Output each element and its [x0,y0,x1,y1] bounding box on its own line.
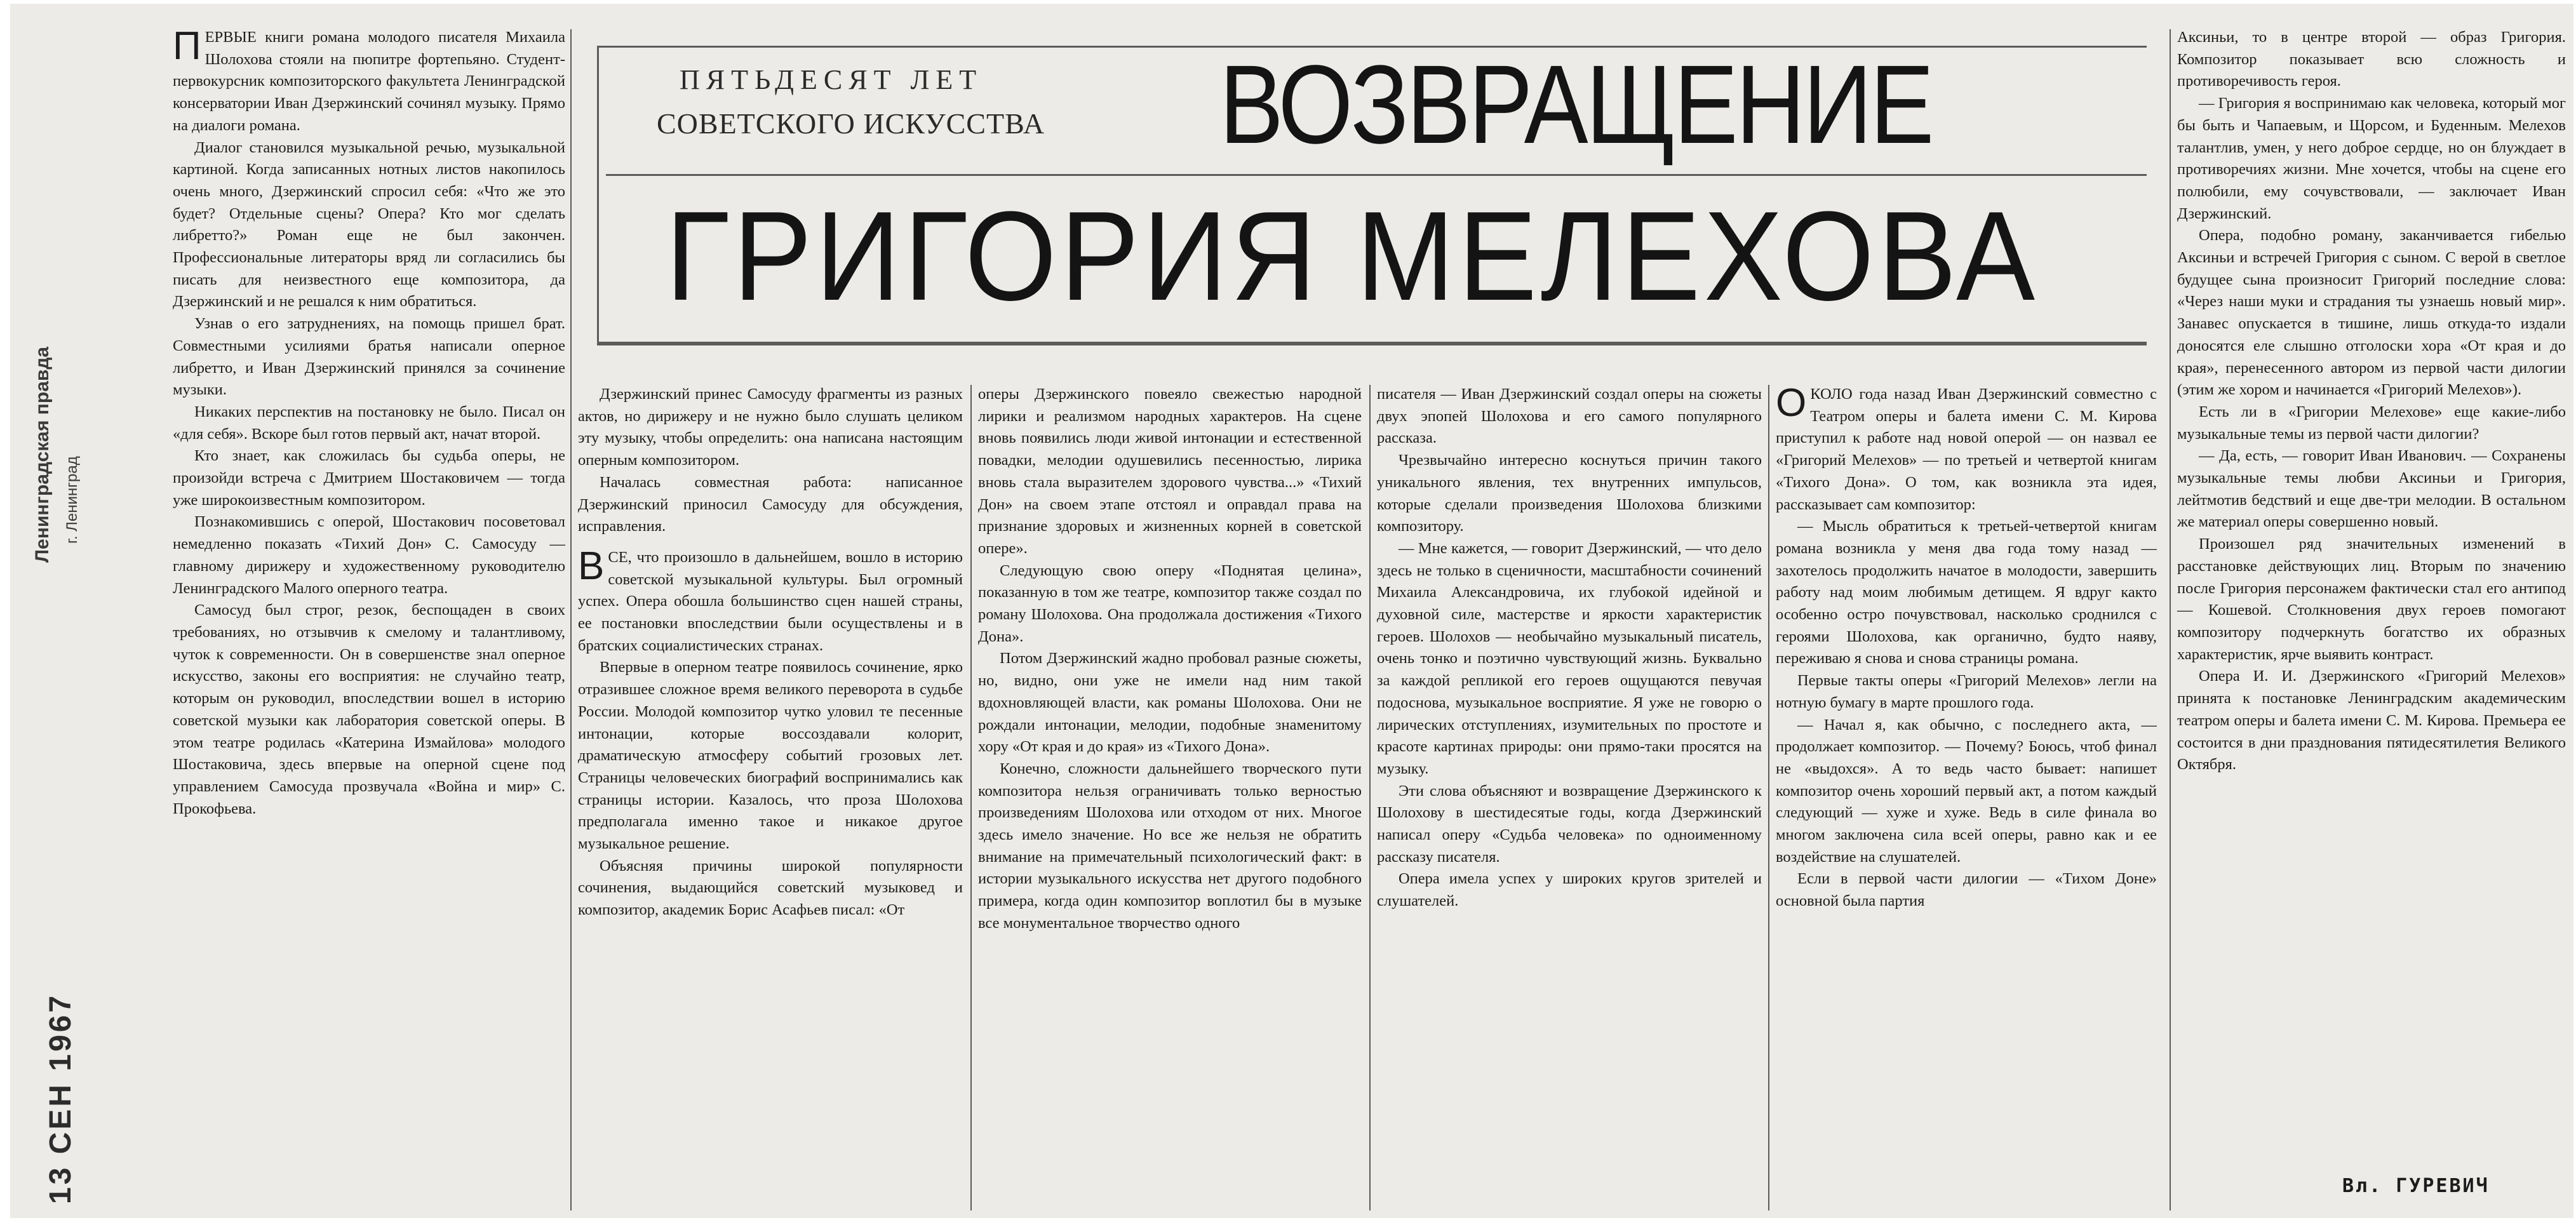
headline-rule-left [597,46,599,344]
paragraph: Произошел ряд значительных изменений в расстановке действующих лиц. Вторым по значению после Григория персонажем фактически стал его антипод — Кошевой. Столкновения двух героев помогают композитору подчеркнуть богатство их образных характеристик, ярче выявить контраст. [2177,535,2566,663]
paragraph: — Да, есть, — говорит Иван Иванович. — Сохранены музыкальные темы любви Аксиньи и Григория, лейтмотив бедствий и еще две-три мелодии. В остальном же материал оперы совершенно новый. [2177,447,2566,531]
paragraph: Первые такты оперы «Григорий Мелехов» легли на нотную бумагу в марте прошлого года. [1776,672,2157,711]
column-rule [970,385,972,1210]
rubric-line-1: ПЯТЬДЕСЯТ ЛЕТ [680,64,983,95]
headline-line-2: ГРИГОРИЯ МЕЛЕХОВА [666,185,2039,327]
column-rule [2170,29,2171,1210]
paragraph: писателя — Иван Дзержинский создал оперы на сюжеты двух эпопей Шолохова и его самого популярного рассказа. [1377,385,1762,447]
paragraph: Кто знает, как сложилась бы судьба оперы, не произойди встреча с Дмитрием Шостаковичем — тогда уже широкоизвестным композитором. [173,447,565,509]
headline-line-1: ВОЗВРАЩЕНИЕ [1219,43,1932,167]
paragraph: Следующую свою оперу «Поднятая целина», показанную в том же театре, композитор также создал по роману Шолохова. Она продолжала достижения «Тихого Дона». [978,561,1362,645]
column-rule [1369,385,1371,1210]
paragraph: Чрезвычайно интересно коснуться причин такого уникального явления, тех внутренних импульсов, которые сделали произведения Шолохова близкими композитору. [1377,452,1762,535]
paragraph: Опера, подобно роману, заканчивается гибелью Аксиньи и встречей Григория с сыном. С верой в светлое будущее сына произносит Григорий последние слова: «Через наши муки и страдания ты узнаешь новый мир». Занавес опускается в тишине, лишь откуда-то издали доносятся еле слышно отголоски хора «От края и до края», перенесенного автором из первой части дилогии (этим же хором и начинается «Григорий Мелехов»). [2177,227,2566,399]
paragraph: Началась совместная работа: написанное Дзержинский приносил Самосуду для обсуждения, исправления. [578,473,963,535]
article-column-3 [978,384,1362,1209]
paragraph: Никаких перспектив на постановку не было. Писал он «для себя». Вскоре был готов первый акт, начат второй. [173,403,565,443]
article-column-6 [2177,27,2566,1170]
paragraph: Опера И. И. Дзержинского «Григорий Мелехов» принята к постановке Ленинградским академическим театром оперы и балета имени С. М. Кирова. Премьера ее состоится в дни празднования пятидесятилетия Великого Октября. [2177,667,2566,774]
library-stamp-date: 13 СЕН 1967 [44,993,77,1204]
paragraph: Аксиньи, то в центре второй — образ Григория. Композитор показывает всю сложность и противоречивость героя. [2177,29,2566,90]
paragraph: Опера имела успех у широких кругов зрителей и слушателей. [1377,870,1762,910]
dropcap: В [578,544,605,588]
rubric-line-2: СОВЕТСКОГО ИСКУССТВА [657,107,1045,140]
library-stamp-newspaper: Ленинградская правда [32,346,53,563]
paragraph: Если в первой части дилогии — «Тихом Доне» основной была партия [1776,870,2157,910]
dropcap: О [1776,384,1807,425]
headline-rule-middle [606,174,2147,176]
paragraph: оперы Дзержинского повеяло свежестью народной лирики и реализмом народных характеров. На сцене вновь появились люди живой интонации и естественной повадки, мелодии одушевились песенностью, лирика вновь стала выразителем здорового чувства...» «Тихий Дон» на своем этапе отстоял и оправдал права на признание здоровых и жизненных корней в советской опере». [978,385,1362,557]
article-column-5 [1776,384,2157,1209]
newspaper-clipping [10,4,2573,1218]
paragraph-lead: ПЕРВЫЕ книги романа молодого писателя Михаила Шолохова стояли на пюпитре фортепьяно. Студент-первокурсник композиторского факультета Ленинградской консерватории Иван Дзержинский сочинял музыку. Прямо на диалоги романа. [173,27,565,134]
paragraph-section: ВСЕ, что произошло в дальнейшем, вошло в историю советской музыкальной культуры. Был огромный успех. Опера обошла большинство сцен нашей страны, ее постановки впоследствии были осуществлены и в братских социалистических странах. [578,544,963,654]
column-rule [1768,385,1769,1210]
article-column-1 [173,27,565,1208]
headline-block [597,41,2147,348]
paragraph: Объясняя причины широкой популярности сочинения, выдающийся советский музыковед и композитор, академик Борис Асафьев писал: «От [578,857,963,919]
headline-rule-bottom [597,342,2147,345]
article-column-2 [578,384,963,1209]
library-stamp-city: г. Ленинград [64,456,81,544]
paragraph: Потом Дзержинский жадно пробовал разные сюжеты, но, видно, они уже не имели над ним такой вдохновляющей власти, как романы Шолохова. Они не рождали интонации, мелодии, подобные знаменитому хору «От края и до края» из «Тихого Дона». [978,650,1362,756]
paragraph-section: ОКОЛО года назад Иван Дзержинский совместно с Театром оперы и балета имени С. М. Кирова приступил к работе над новой оперой — он назвал ее «Григорий Мелехов» — по третьей и четвертой книгам «Тихого Дона». О том, как возникла эта идея, рассказывает сам композитор: [1776,384,2157,513]
paragraph: Познакомившись с оперой, Шостакович посоветовал немедленно показать «Тихий Дон» С. Самосуду — главному дирижеру и художественному руководителю Ленинградского Малого оперного театра. [173,513,565,597]
article-column-4 [1377,384,1762,1209]
paragraph: — Мысль обратиться к третьей-четвертой книгам романа возникла у меня два года тому назад — захотелось продолжить начатое в молодости, завершить работу над моим любимым детищем. Я вдруг както особенно остро почувствовал, насколько сроднился с героями Шолохова, как органично, будто наяву, переживаю я снова и снова страницы романа. [1776,518,2157,667]
paragraph: Конечно, сложности дальнейшего творческого пути композитора нельзя ограничивать только верностью произведениям Шолохова или отходом от них. Многое здесь имело значение. Но все же нельзя не обратить внимание на примечательный психологический факт: в истории музыкального искусства нет другого подобного примера, когда один композитор воплотил бы в музыке все монументальное творчество одного [978,760,1362,932]
paragraph: Эти слова объясняют и возвращение Дзержинского к Шолохову в шестидесятые годы, когда Дзержинский написал оперу «Судьба человека» по одноименному рассказу писателя. [1377,782,1762,866]
paragraph: Впервые в оперном театре появилось сочинение, ярко отразившее сложное время великого переворота в судьбе России. Молодой композитор чутко уловил те песенные интонации, которые воссоздавали колорит, драматическую атмосферу событий грозовых лет. Страницы человеческих биографий воспринимались как страницы истории. Казалось, что проза Шолохова предполагала именно такое и никакое другое музыкальное решение. [578,659,963,853]
paragraph: — Григория я воспринимаю как человека, который мог бы быть и Чапаевым, и Щорсом, и Буденным. Мелехов талантлив, умен, у него доброе сердце, но он блуждает в противоречиях жизни. Мне хочется, чтобы на сцене его полюбили, ему сочувствовали, — заключает Иван Дзержинский. [2177,95,2566,222]
paragraph: — Начал я, как обычно, с последнего акта, — продолжает композитор. — Почему? Боюсь, чтоб финал не «выдохся». А то ведь часто бывает: напишет композитор очень хороший первый акт, а потом каждый следующий — хуже и хуже. Ведь в силе финала во многом заключена сила всей оперы, равно как и ее воздействие на слушателей. [1776,716,2157,866]
paragraph: Диалог становился музыкальной речью, музыкальной картиной. Когда записанных нотных листов накопилось очень много, Дзержинский спросил себя: «Что же это будет? Отдельные сцены? Опера? Кто мог сделать либретто?» Роман еще не был закончен. Профессиональные литераторы вряд ли согласились бы писать для неизвестного еще композитора, да Дзержинский и не решался к ним обратиться. [173,138,565,311]
paragraph: Узнав о его затруднениях, на помощь пришел брат. Совместными усилиями братья написали оперное либретто, и Иван Дзержинский принялся за сочинение музыки. [173,315,565,399]
column-rule [570,29,572,1210]
author-signature: Вл. ГУРЕВИЧ [2342,1175,2490,1197]
paragraph: — Мне кажется, — говорит Дзержинский, — что дело здесь не только в сценичности, масштабности сочинений Михаила Александровича, их глубокой идейной и духовной силе, мастерстве и яркости характеристик героев. Шолохов — необычайно музыкальный писатель, очень тонко и поэтично чувствующий жизнь. Буквально за каждой репликой его героев ощущаются певучая подосновa, музыкальное восприятие. Я уже не говорю о лирических отступлениях, изумительных по простоте и красоте картинах природы: они прямо-таки просятся на музыку. [1377,539,1762,777]
paragraph: Самосуд был строг, резок, беспощаден в своих требованиях, но отзывчив к смелому и талантливому, чуток к современности. Он в совершенстве знал оперное искусство, законы его восприятия: не случайно театр, которым он руководил, впоследствии вошел в историю советской музыки как лаборатория советской оперы. В этом театре родилась «Катерина Измайлова» молодого Шостаковича, здесь впервые на оперной сцене под управлением Самосуда прозвучала «Война и мир» С. Прокофьева. [173,601,565,817]
dropcap: П [173,27,201,68]
paragraph: Дзержинский принес Самосуду фрагменты из разных актов, но дирижеру и не нужно было слушать целиком эту музыку, чтобы определить: она написана настоящим оперным композитором. [578,385,963,469]
paragraph: Есть ли в «Григории Мелехове» еще какие-либо музыкальные темы из первой части дилогии? [2177,403,2566,443]
